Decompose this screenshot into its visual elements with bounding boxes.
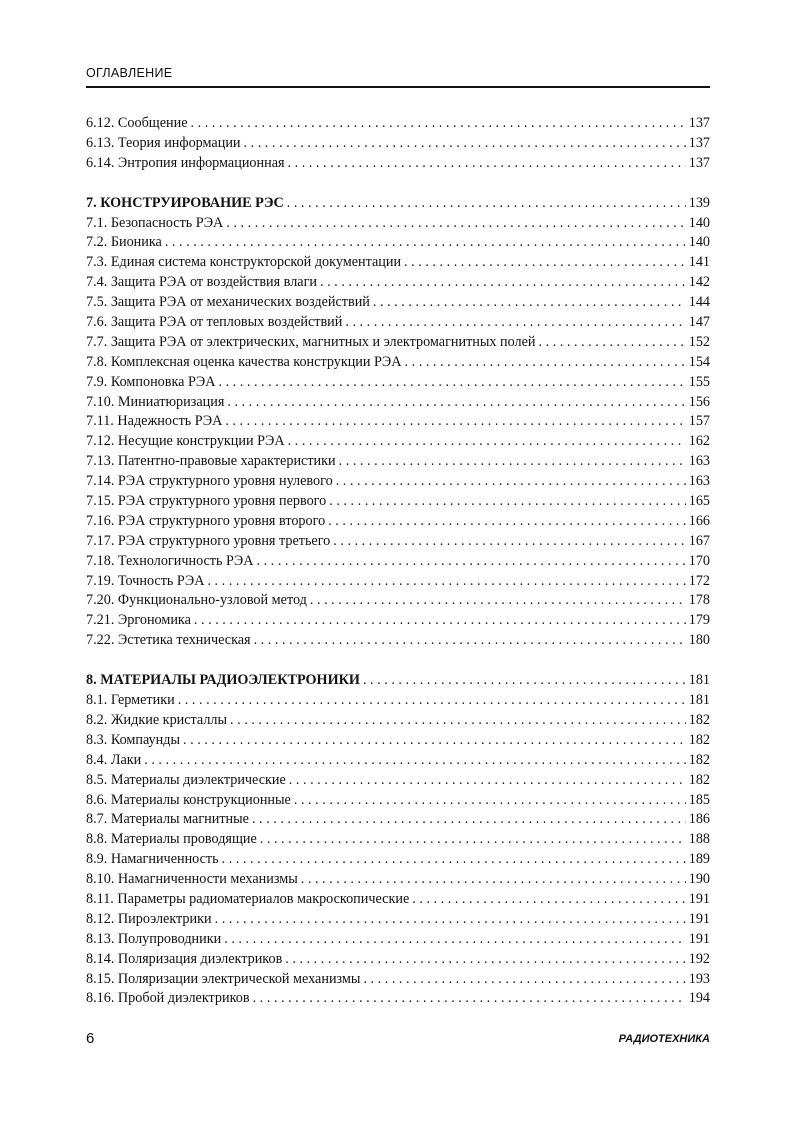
toc-entry	[86, 393, 710, 413]
dot-leader	[226, 214, 685, 234]
entry-title: 8.4. Лаки	[86, 751, 142, 768]
entry-title: 8.12. Пироэлектрики	[86, 910, 212, 927]
dot-leader	[339, 452, 686, 472]
dot-leader	[230, 711, 686, 731]
toc-entry	[86, 751, 710, 771]
dot-leader	[252, 810, 686, 830]
dot-leader	[215, 910, 686, 930]
entry-title: 8.10. Намагниченности механизмы	[86, 871, 298, 888]
toc-entry	[86, 233, 710, 253]
dot-leader	[183, 731, 686, 751]
entry-title: 8.11. Параметры радиоматериалов макроскопические	[86, 890, 410, 907]
entry-title: 7.21. Эргономика	[86, 612, 191, 629]
entry-title: 6.14. Энтропия информационная	[86, 154, 285, 171]
entry-title: 7.7. Защита РЭА от электрических, магнитных и электромагнитных полей	[86, 333, 536, 350]
entry-page-number: 185	[688, 791, 710, 808]
dot-leader	[301, 870, 686, 890]
entry-title: 7.16. РЭА структурного уровня второго	[86, 512, 326, 529]
dot-leader	[404, 253, 686, 273]
entry-page-number: 165	[688, 493, 710, 510]
entry-title: 8.8. Материалы проводящие	[86, 831, 257, 848]
entry-page-number: 182	[688, 771, 710, 788]
entry-title: 7.19. Точность РЭА	[86, 572, 205, 589]
entry-title: 7.8. Комплексная оценка качества конструкции РЭА	[86, 353, 402, 370]
entry-page-number: 180	[688, 632, 710, 649]
entry-title: 8.2. Жидкие кристаллы	[86, 711, 228, 728]
toc-entry	[86, 830, 710, 850]
dot-leader	[363, 671, 686, 691]
table-of-contents	[86, 114, 710, 1029]
entry-page-number: 152	[688, 333, 710, 350]
entry-page-number: 156	[688, 393, 710, 410]
entry-page-number: 192	[688, 950, 710, 967]
toc-entry	[86, 771, 710, 791]
dot-leader	[257, 552, 686, 572]
toc-entry	[86, 989, 710, 1009]
toc-entry	[86, 353, 710, 373]
entry-page-number: 191	[688, 910, 710, 927]
dot-leader	[333, 532, 685, 552]
toc-entry	[86, 273, 710, 293]
entry-title: 7.15. РЭА структурного уровня первого	[86, 493, 327, 510]
entry-page-number: 155	[688, 373, 710, 390]
entry-title: 7.5. Защита РЭА от механических воздействий	[86, 294, 370, 311]
dot-leader	[165, 233, 686, 253]
dot-leader	[254, 631, 686, 651]
running-header: ОГЛАВЛЕНИЕ	[86, 66, 173, 80]
dot-leader	[363, 970, 685, 990]
entry-page-number: 186	[688, 811, 710, 828]
dot-leader	[328, 512, 686, 532]
entry-page-number: 182	[688, 751, 710, 768]
entry-page-number: 140	[688, 234, 710, 251]
dot-leader	[227, 393, 685, 413]
toc-section	[86, 114, 710, 174]
entry-page-number: 137	[688, 115, 710, 131]
entry-title: 7.3. Единая система конструкторской документации	[86, 254, 402, 271]
entry-page-number: 181	[688, 672, 710, 689]
entry-title: 8.3. Компаунды	[86, 731, 180, 748]
entry-page-number: 139	[688, 194, 710, 211]
toc-entry	[86, 452, 710, 472]
dot-leader	[329, 492, 685, 512]
dot-leader	[310, 591, 686, 611]
dot-leader	[260, 830, 686, 850]
dot-leader	[336, 472, 686, 492]
entry-page-number: 154	[688, 353, 710, 370]
toc-chapter-entry	[86, 671, 710, 691]
entry-title: 6.13. Теория информации	[86, 134, 241, 151]
entry-page-number: 166	[688, 512, 710, 529]
entry-page-number: 191	[688, 890, 710, 907]
toc-entry	[86, 910, 710, 930]
entry-page-number: 137	[688, 134, 710, 151]
dot-leader	[345, 313, 685, 333]
entry-page-number: 193	[688, 970, 710, 987]
toc-entry	[86, 791, 710, 811]
entry-page-number: 163	[688, 473, 710, 490]
toc-entry	[86, 631, 710, 651]
entry-title: 7.2. Бионика	[86, 234, 162, 251]
entry-page-number: 172	[688, 572, 710, 589]
entry-page-number: 141	[688, 254, 710, 271]
entry-title: 7.17. РЭА структурного уровня третьего	[86, 532, 331, 549]
toc-entry	[86, 850, 710, 870]
dot-leader	[194, 611, 686, 631]
entry-title: 7.18. Технологичность РЭА	[86, 552, 254, 569]
dot-leader	[191, 114, 686, 134]
toc-entry	[86, 492, 710, 512]
dot-leader	[289, 771, 686, 791]
toc-entry	[86, 214, 710, 234]
dot-leader	[222, 850, 686, 870]
dot-leader	[373, 293, 686, 313]
entry-title: 7.11. Надежность РЭА	[86, 413, 223, 430]
dot-leader	[224, 930, 686, 950]
toc-entry	[86, 691, 710, 711]
entry-title: 8. МАТЕРИАЛЫ РАДИОЭЛЕКТРОНИКИ	[86, 672, 360, 689]
entry-page-number: 142	[688, 274, 710, 291]
toc-entry	[86, 333, 710, 353]
entry-title: 7.12. Несущие конструкции РЭА	[86, 433, 285, 450]
dot-leader	[287, 194, 686, 214]
entry-page-number: 179	[688, 612, 710, 629]
entry-title: 7.13. Патентно-правовые характеристики	[86, 453, 336, 470]
toc-entry	[86, 552, 710, 572]
page-number: 6	[86, 1030, 95, 1047]
toc-entry	[86, 293, 710, 313]
toc-entry	[86, 114, 710, 134]
entry-page-number: 194	[688, 990, 710, 1007]
dot-leader	[244, 134, 686, 154]
dot-leader	[288, 154, 686, 174]
toc-entry	[86, 512, 710, 532]
entry-title: 7.4. Защита РЭА от воздействия влаги	[86, 274, 317, 291]
toc-entry	[86, 970, 710, 990]
entry-page-number: 182	[688, 711, 710, 728]
dot-leader	[539, 333, 686, 353]
entry-page-number: 189	[688, 851, 710, 868]
toc-entry	[86, 253, 710, 273]
toc-entry	[86, 711, 710, 731]
toc-entry	[86, 591, 710, 611]
entry-page-number: 140	[688, 214, 710, 231]
toc-entry	[86, 373, 710, 393]
entry-title: 6.12. Сообщение	[86, 115, 188, 131]
entry-title: 7.9. Компоновка РЭА	[86, 373, 216, 390]
dot-leader	[253, 989, 686, 1009]
dot-leader	[294, 791, 686, 811]
entry-page-number: 162	[688, 433, 710, 450]
toc-chapter-entry	[86, 194, 710, 214]
entry-title: 7.22. Эстетика техническая	[86, 632, 251, 649]
entry-title: 7. КОНСТРУИРОВАНИЕ РЭС	[86, 194, 284, 211]
entry-page-number: 190	[688, 871, 710, 888]
entry-title: 7.20. Функционально-узловой метод	[86, 592, 307, 609]
dot-leader	[207, 572, 685, 592]
entry-title: 8.9. Намагниченность	[86, 851, 219, 868]
header-rule	[86, 86, 710, 88]
toc-entry	[86, 412, 710, 432]
dot-leader	[412, 890, 685, 910]
dot-leader	[218, 373, 685, 393]
toc-entry	[86, 611, 710, 631]
toc-entry	[86, 731, 710, 751]
entry-page-number: 178	[688, 592, 710, 609]
toc-entry	[86, 890, 710, 910]
dot-leader	[288, 432, 686, 452]
entry-page-number: 157	[688, 413, 710, 430]
entry-page-number: 144	[688, 294, 710, 311]
toc-section	[86, 194, 710, 651]
entry-page-number: 182	[688, 731, 710, 748]
dot-leader	[144, 751, 685, 771]
entry-title: 8.16. Пробой диэлектриков	[86, 990, 250, 1007]
toc-entry	[86, 472, 710, 492]
entry-title: 8.15. Поляризации электрической механизмы	[86, 970, 361, 987]
toc-section	[86, 671, 710, 1009]
toc-entry	[86, 134, 710, 154]
entry-title: 8.14. Поляризация диэлектриков	[86, 950, 283, 967]
entry-page-number: 191	[688, 930, 710, 947]
entry-page-number: 188	[688, 831, 710, 848]
entry-page-number: 163	[688, 453, 710, 470]
toc-entry	[86, 432, 710, 452]
entry-page-number: 137	[688, 154, 710, 171]
toc-entry	[86, 870, 710, 890]
toc-entry	[86, 313, 710, 333]
dot-leader	[178, 691, 686, 711]
toc-entry	[86, 572, 710, 592]
entry-page-number: 167	[688, 532, 710, 549]
toc-entry	[86, 532, 710, 552]
entry-title: 8.7. Материалы магнитные	[86, 811, 249, 828]
dot-leader	[405, 353, 686, 373]
dot-leader	[285, 950, 685, 970]
entry-title: 8.5. Материалы диэлектрические	[86, 771, 286, 788]
dot-leader	[225, 412, 685, 432]
running-footer-title: РАДИОТЕХНИКА	[618, 1033, 710, 1045]
toc-entry	[86, 810, 710, 830]
entry-title: 7.1. Безопасность РЭА	[86, 214, 224, 231]
entry-title: 7.10. Миниатюризация	[86, 393, 225, 410]
toc-entry	[86, 154, 710, 174]
entry-page-number: 170	[688, 552, 710, 569]
entry-title: 8.1. Герметики	[86, 692, 175, 709]
toc-entry	[86, 930, 710, 950]
entry-title: 8.6. Материалы конструкционные	[86, 791, 291, 808]
entry-title: 7.14. РЭА структурного уровня нулевого	[86, 473, 333, 490]
entry-page-number: 147	[688, 314, 710, 331]
toc-entry	[86, 950, 710, 970]
entry-title: 8.13. Полупроводники	[86, 930, 222, 947]
entry-title: 7.6. Защита РЭА от тепловых воздействий	[86, 314, 343, 331]
dot-leader	[320, 273, 686, 293]
entry-page-number: 181	[688, 692, 710, 709]
